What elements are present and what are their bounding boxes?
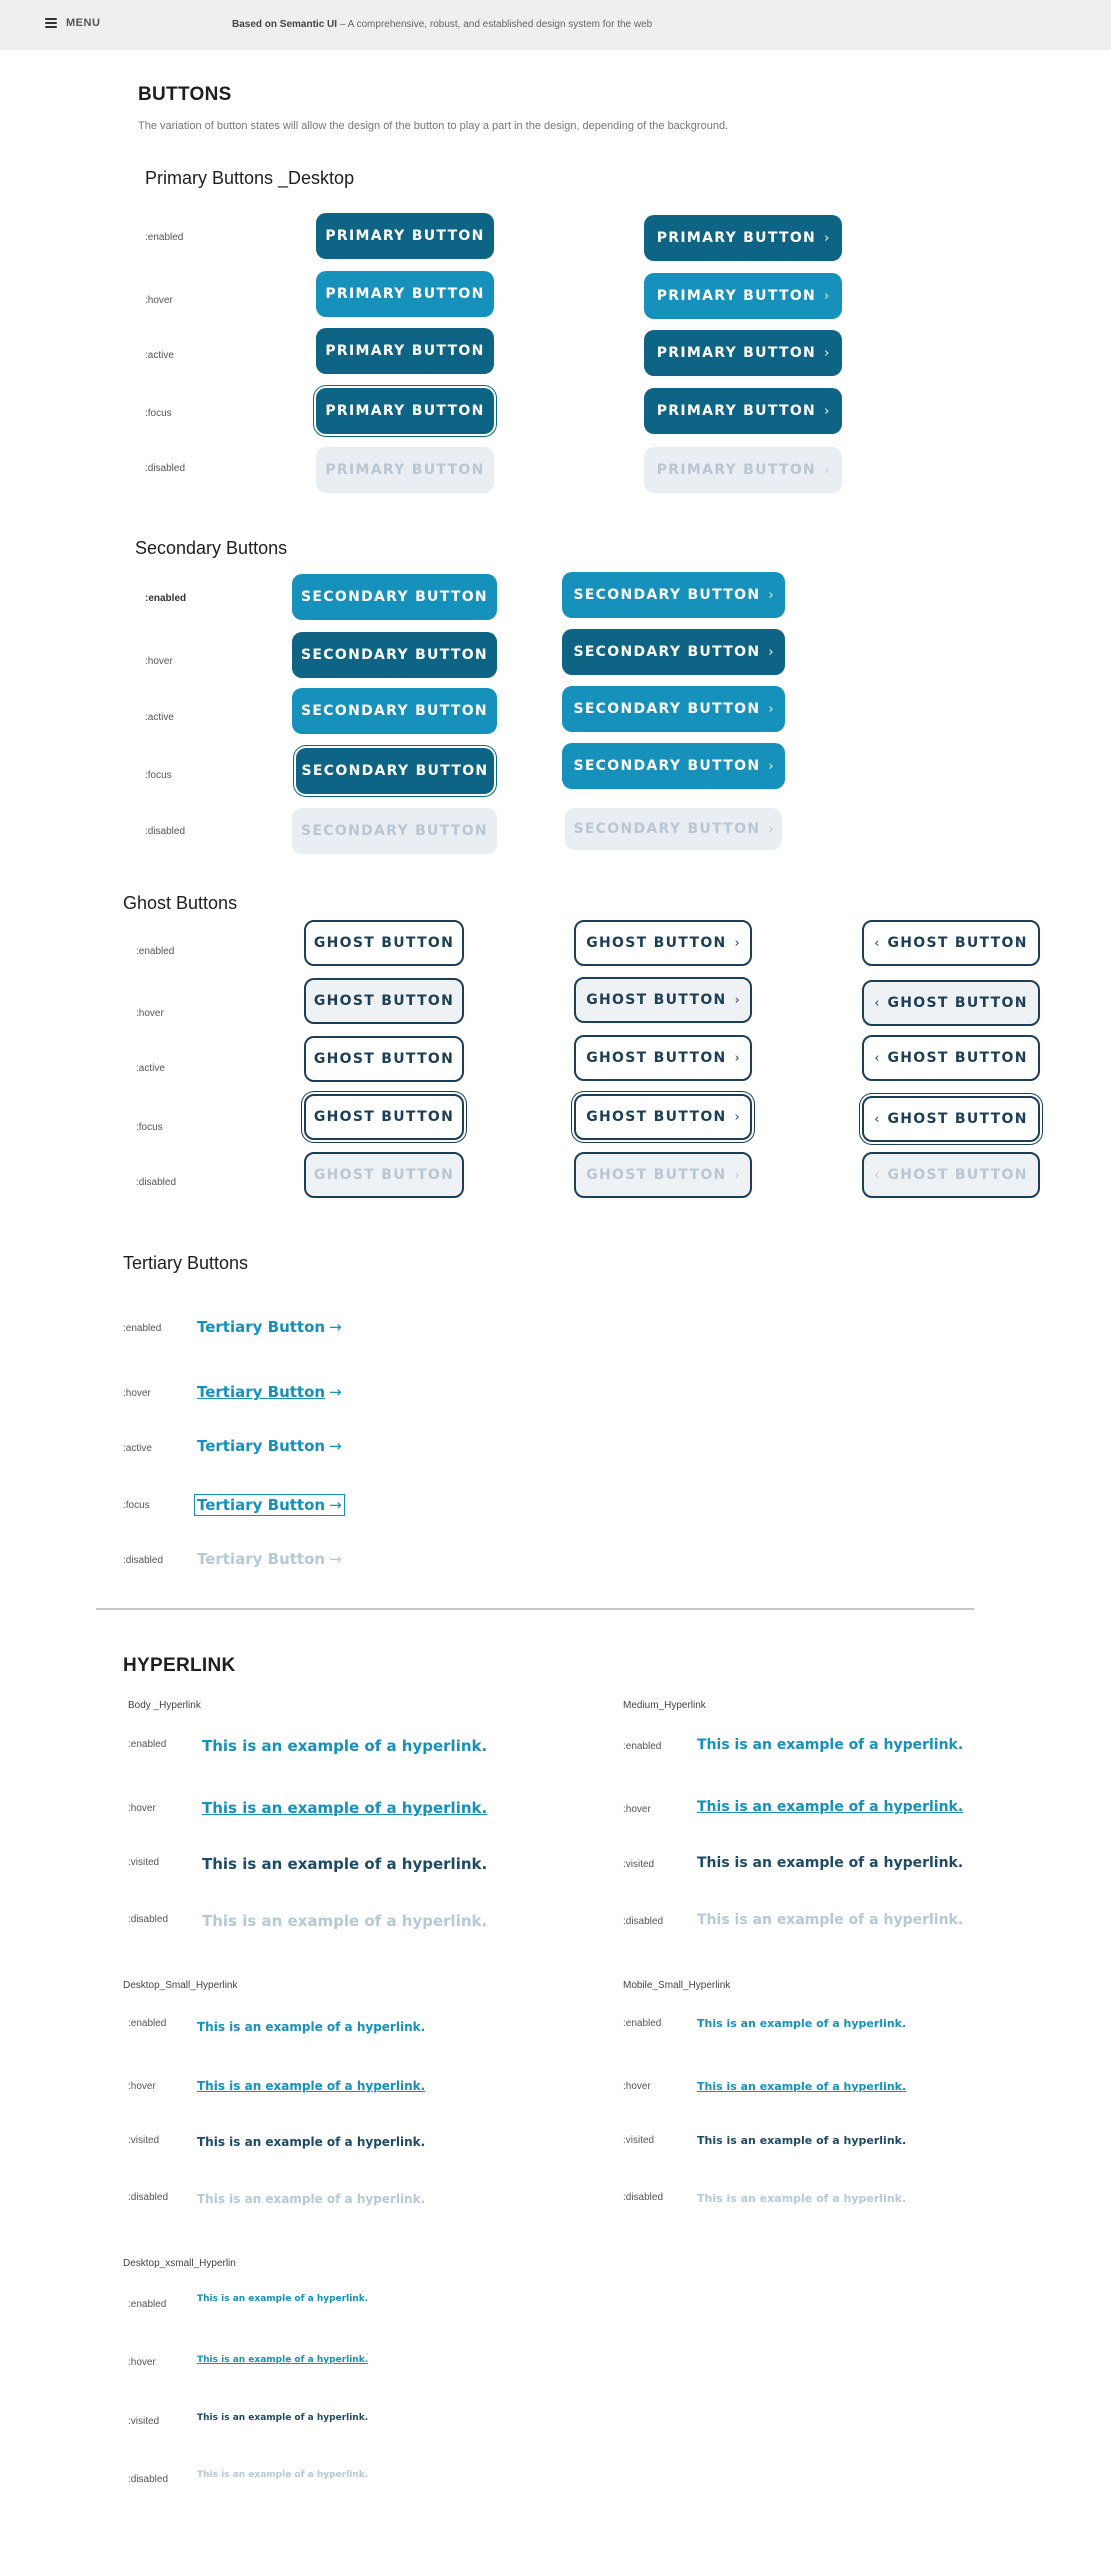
chevron-right-icon: › <box>734 1050 740 1066</box>
secondary-button-enabled[interactable] <box>292 574 497 620</box>
chevron-right-icon: › <box>734 935 740 951</box>
button-label: PRIMARY BUTTON <box>325 403 485 419</box>
state-label: :visited <box>623 2135 655 2146</box>
arrow-right-icon: → <box>329 1437 342 1455</box>
section-divider <box>96 1608 974 1610</box>
button-label: PRIMARY BUTTON <box>656 230 817 246</box>
primary-icon-button-focus[interactable] <box>644 388 842 434</box>
state-label: :hover <box>123 1388 151 1399</box>
button-label: Tertiary Button <box>197 1318 326 1336</box>
chevron-right-icon: › <box>768 587 774 603</box>
group-title-body: Body _Hyperlink <box>128 1700 201 1711</box>
state-label: :visited <box>128 2135 160 2146</box>
state-label: :active <box>123 1443 152 1454</box>
tertiary-buttons-title: Tertiary Buttons <box>123 1253 249 1273</box>
state-label: :disabled <box>123 1555 164 1566</box>
desktop-xsmall-hyperlink-hover[interactable]: This is an example of a hyperlink. <box>197 2355 369 2365</box>
chevron-left-icon: ‹ <box>874 1167 880 1183</box>
secondary-button-disabled <box>292 808 497 854</box>
chevron-right-icon: › <box>734 992 740 1008</box>
body-hyperlink-hover[interactable]: This is an example of a hyperlink. <box>202 1799 488 1817</box>
button-label: SECONDARY BUTTON <box>301 703 488 719</box>
button-label: GHOST BUTTON <box>313 1167 455 1183</box>
state-label: :disabled <box>145 826 186 837</box>
state-label: :hover <box>623 2081 651 2092</box>
button-label: PRIMARY BUTTON <box>325 462 485 478</box>
button-label: Tertiary Button <box>197 1383 326 1401</box>
ghost-back-button-enabled[interactable] <box>862 920 1040 966</box>
button-label: PRIMARY BUTTON <box>656 403 817 419</box>
group-title-desktop-xsmall: Desktop_xsmall_Hyperlin <box>123 2258 236 2269</box>
tagline-bold: Based on Semantic UI <box>232 19 338 30</box>
button-label: PRIMARY BUTTON <box>325 286 485 302</box>
button-label: GHOST BUTTON <box>887 1050 1028 1066</box>
button-label: SECONDARY BUTTON <box>573 821 761 837</box>
ghost-back-button-active[interactable] <box>862 1035 1040 1081</box>
mobile-small-hyperlink-enabled[interactable]: This is an example of a hyperlink. <box>697 2017 907 2030</box>
buttons-title: BUTTONS <box>138 84 232 105</box>
arrow-right-icon: → <box>329 1496 342 1514</box>
state-label: :disabled <box>136 1177 177 1188</box>
state-label: :enabled <box>123 1323 162 1334</box>
button-label: GHOST BUTTON <box>586 1109 727 1125</box>
medium-hyperlink-enabled[interactable]: This is an example of a hyperlink. <box>697 1737 964 1753</box>
secondary-button-hover[interactable] <box>292 632 497 678</box>
state-label: :disabled <box>145 463 186 474</box>
state-label: :hover <box>136 1008 164 1019</box>
secondary-icon-button-active[interactable] <box>562 686 785 732</box>
button-label: PRIMARY BUTTON <box>656 462 817 478</box>
state-label: :hover <box>145 295 173 306</box>
button-label: SECONDARY BUTTON <box>573 758 761 774</box>
body-hyperlink-enabled[interactable]: This is an example of a hyperlink. <box>202 1737 488 1755</box>
button-label: Tertiary Button <box>197 1496 326 1514</box>
state-label: :hover <box>128 2357 156 2368</box>
medium-hyperlink-disabled: This is an example of a hyperlink. <box>697 1912 964 1928</box>
state-label: :enabled <box>145 593 187 604</box>
chevron-right-icon: › <box>824 345 830 361</box>
chevron-right-icon: › <box>824 288 830 304</box>
mobile-small-hyperlink-hover[interactable]: This is an example of a hyperlink. <box>697 2080 907 2093</box>
primary-buttons-title: Primary Buttons _Desktop <box>145 168 355 188</box>
mobile-small-hyperlink-disabled: This is an example of a hyperlink. <box>697 2192 907 2205</box>
button-label: SECONDARY BUTTON <box>573 701 761 717</box>
state-label: :enabled <box>128 2018 167 2029</box>
desktop-xsmall-hyperlink-disabled: This is an example of a hyperlink. <box>197 2470 369 2480</box>
secondary-icon-button-enabled[interactable] <box>562 572 785 618</box>
tertiary-button-active[interactable] <box>197 1437 342 1455</box>
state-label: :disabled <box>623 2192 664 2203</box>
group-title-mobile-small: Mobile_Small_Hyperlink <box>623 1980 731 1991</box>
medium-hyperlink-hover[interactable]: This is an example of a hyperlink. <box>697 1799 964 1815</box>
tertiary-button-hover[interactable] <box>197 1383 342 1401</box>
desktop-small-hyperlink-enabled[interactable]: This is an example of a hyperlink. <box>197 2020 426 2034</box>
medium-hyperlink-visited[interactable]: This is an example of a hyperlink. <box>697 1855 964 1871</box>
state-label: :hover <box>145 656 173 667</box>
primary-button-enabled[interactable] <box>316 213 494 259</box>
tertiary-button-enabled[interactable] <box>197 1318 342 1336</box>
chevron-left-icon: ‹ <box>874 1050 880 1066</box>
secondary-icon-button-disabled <box>565 808 782 850</box>
ghost-back-button-focus[interactable] <box>862 1096 1040 1142</box>
chevron-right-icon: › <box>824 230 830 246</box>
button-label: GHOST BUTTON <box>887 935 1028 951</box>
state-label: :visited <box>623 1859 655 1870</box>
ghost-button-disabled <box>304 1152 464 1198</box>
chevron-right-icon: › <box>734 1167 740 1183</box>
state-label: :hover <box>623 1804 651 1815</box>
primary-button-hover[interactable] <box>316 271 494 317</box>
chevron-right-icon: › <box>768 758 774 774</box>
arrow-right-icon: → <box>329 1318 342 1336</box>
body-hyperlink-disabled: This is an example of a hyperlink. <box>202 1912 488 1930</box>
menu-label: MENU <box>66 17 101 29</box>
ghost-button-focus[interactable] <box>304 1094 464 1140</box>
ghost-icon-button-active[interactable] <box>574 1035 752 1081</box>
chevron-left-icon: ‹ <box>874 1111 880 1127</box>
arrow-right-icon: → <box>329 1383 342 1401</box>
chevron-right-icon: › <box>768 644 774 660</box>
secondary-buttons-title: Secondary Buttons <box>135 538 288 558</box>
ghost-icon-button-focus[interactable] <box>574 1094 752 1140</box>
state-label: :hover <box>128 2081 156 2092</box>
state-label: :visited <box>128 2416 160 2427</box>
secondary-button-focus[interactable] <box>296 748 494 794</box>
button-label: PRIMARY BUTTON <box>656 288 817 304</box>
button-label: PRIMARY BUTTON <box>325 228 485 244</box>
desktop-small-hyperlink-disabled: This is an example of a hyperlink. <box>197 2192 426 2206</box>
button-label: SECONDARY BUTTON <box>301 763 489 779</box>
state-label: :disabled <box>128 2474 169 2485</box>
hyperlink-title: HYPERLINK <box>123 1655 236 1676</box>
secondary-icon-button-focus[interactable] <box>562 743 785 789</box>
chevron-right-icon: › <box>734 1109 740 1125</box>
ghost-button-enabled[interactable] <box>304 920 464 966</box>
button-label: GHOST BUTTON <box>887 1167 1028 1183</box>
button-label: SECONDARY BUTTON <box>301 589 488 605</box>
ghost-button-hover[interactable] <box>304 978 464 1024</box>
primary-icon-button-hover[interactable] <box>644 273 842 319</box>
button-label: GHOST BUTTON <box>313 993 455 1009</box>
ghost-buttons-title: Ghost Buttons <box>123 893 238 913</box>
ghost-button-active[interactable] <box>304 1036 464 1082</box>
state-label: :hover <box>128 1803 156 1814</box>
ghost-back-button-disabled <box>862 1152 1040 1198</box>
tertiary-button-focus[interactable] <box>194 1494 345 1516</box>
secondary-icon-button-hover[interactable] <box>562 629 785 675</box>
desktop-small-hyperlink-hover[interactable]: This is an example of a hyperlink. <box>197 2079 426 2093</box>
button-label: PRIMARY BUTTON <box>325 343 485 359</box>
button-label: PRIMARY BUTTON <box>656 345 817 361</box>
tagline <box>232 19 652 30</box>
button-label: SECONDARY BUTTON <box>573 587 761 603</box>
arrow-right-icon: → <box>329 1550 342 1568</box>
button-label: SECONDARY BUTTON <box>573 644 761 660</box>
desktop-small-hyperlink-visited[interactable]: This is an example of a hyperlink. <box>197 2135 426 2149</box>
mobile-small-hyperlink-visited[interactable]: This is an example of a hyperlink. <box>697 2134 907 2147</box>
primary-icon-button-active[interactable] <box>644 330 842 376</box>
button-label: GHOST BUTTON <box>313 1051 455 1067</box>
state-label: :visited <box>128 1857 160 1868</box>
state-label: :focus <box>123 1500 150 1511</box>
button-label: GHOST BUTTON <box>586 1050 727 1066</box>
state-label: :disabled <box>128 1914 169 1925</box>
button-label: SECONDARY BUTTON <box>301 647 488 663</box>
state-label: :active <box>145 712 174 723</box>
button-label: GHOST BUTTON <box>313 1109 455 1125</box>
primary-icon-button-enabled[interactable] <box>644 215 842 261</box>
tertiary-button-disabled <box>197 1550 342 1568</box>
state-label: :enabled <box>623 2018 662 2029</box>
desktop-xsmall-hyperlink-visited[interactable]: This is an example of a hyperlink. <box>197 2413 369 2423</box>
state-label: :enabled <box>136 946 175 957</box>
menu-button[interactable] <box>45 17 100 29</box>
state-label: :active <box>145 350 174 361</box>
ghost-icon-button-enabled[interactable] <box>574 920 752 966</box>
button-label: SECONDARY BUTTON <box>301 823 488 839</box>
state-label: :enabled <box>128 2299 167 2310</box>
buttons-description: The variation of button states will allow the design of the button to play a part in the design, depending of the background. <box>138 120 729 132</box>
state-label: :enabled <box>145 232 184 243</box>
state-label: :enabled <box>623 1741 662 1752</box>
state-label: :active <box>136 1063 165 1074</box>
chevron-left-icon: ‹ <box>874 935 880 951</box>
group-title-medium: Medium_Hyperlink <box>623 1700 706 1711</box>
state-label: :focus <box>145 408 172 419</box>
chevron-right-icon: › <box>768 821 774 837</box>
state-label: :disabled <box>623 1916 664 1927</box>
chevron-right-icon: › <box>768 701 774 717</box>
button-label: GHOST BUTTON <box>586 1167 727 1183</box>
state-label: :focus <box>136 1122 163 1133</box>
button-label: Tertiary Button <box>197 1550 326 1568</box>
chevron-right-icon: › <box>824 403 830 419</box>
button-label: Tertiary Button <box>197 1437 326 1455</box>
chevron-left-icon: ‹ <box>874 995 880 1011</box>
secondary-button-active[interactable] <box>292 688 497 734</box>
ghost-icon-button-disabled <box>574 1152 752 1198</box>
state-label: :focus <box>145 770 172 781</box>
primary-button-focus[interactable] <box>316 388 494 434</box>
state-label: :enabled <box>128 1739 167 1750</box>
primary-button-active[interactable] <box>316 328 494 374</box>
primary-icon-button-disabled <box>644 447 842 493</box>
group-title-desktop-small: Desktop_Small_Hyperlink <box>123 1980 238 1991</box>
ghost-back-button-hover[interactable] <box>862 980 1040 1026</box>
top-bar <box>0 0 1111 50</box>
button-label: GHOST BUTTON <box>887 1111 1028 1127</box>
button-label: GHOST BUTTON <box>313 935 455 951</box>
body-hyperlink-visited[interactable]: This is an example of a hyperlink. <box>202 1855 488 1873</box>
desktop-xsmall-hyperlink-enabled[interactable]: This is an example of a hyperlink. <box>197 2294 369 2304</box>
button-label: GHOST BUTTON <box>586 992 727 1008</box>
state-label: :disabled <box>128 2192 169 2203</box>
hamburger-icon <box>45 18 57 28</box>
chevron-right-icon: › <box>824 462 830 478</box>
button-label: GHOST BUTTON <box>586 935 727 951</box>
tagline-rest: – A comprehensive, robust, and established design system for the web <box>337 19 653 30</box>
primary-button-disabled <box>316 447 494 493</box>
ghost-icon-button-hover[interactable] <box>574 977 752 1023</box>
button-label: GHOST BUTTON <box>887 995 1028 1011</box>
